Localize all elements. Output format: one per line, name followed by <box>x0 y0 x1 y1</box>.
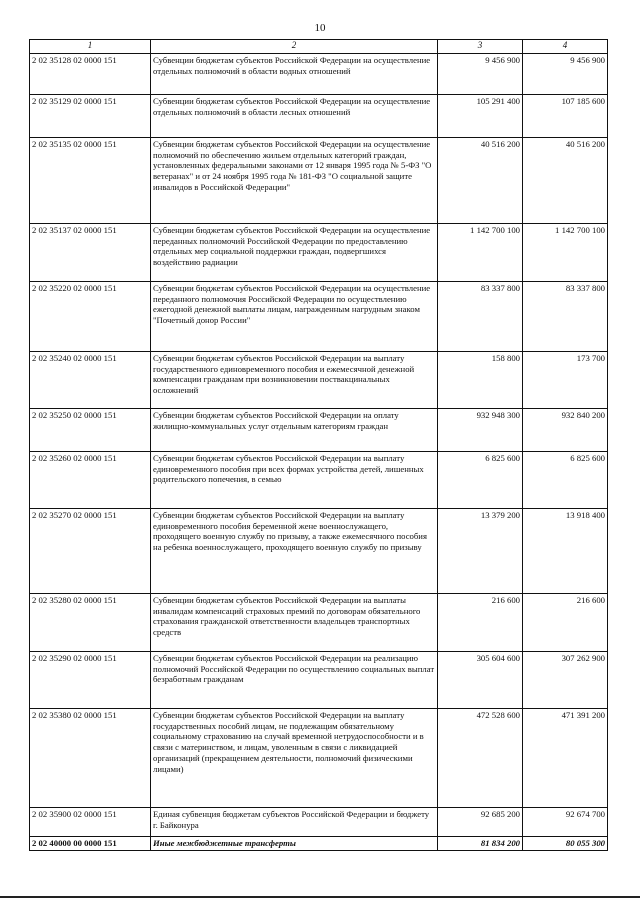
column-header-2: 2 <box>151 40 438 54</box>
budget-code: 2 02 35135 02 0000 151 <box>30 138 151 224</box>
description: Субвенции бюджетам субъектов Российской Федерации на осуществление отдельных полномочий в области лесных отношений <box>151 95 438 138</box>
budget-code: 2 02 35129 02 0000 151 <box>30 95 151 138</box>
amount-col3: 216 600 <box>438 594 523 652</box>
description: Единая субвенция бюджетам субъектов Российской Федерации и бюджету г. Байконура <box>151 808 438 837</box>
table-row <box>30 409 608 452</box>
budget-code: 2 02 35240 02 0000 151 <box>30 352 151 409</box>
total-row <box>30 837 608 851</box>
amount-col4: 1 142 700 100 <box>523 224 608 282</box>
description: Субвенции бюджетам субъектов Российской Федерации на осуществление переданного полномочия Российской Федерации по осуществлению ежегодной денежной выплаты лицам, награжденным нагрудным знаком "Почетный донор России" <box>151 282 438 352</box>
amount-col4: 92 674 700 <box>523 808 608 837</box>
amount-col4: 40 516 200 <box>523 138 608 224</box>
amount-col3: 83 337 800 <box>438 282 523 352</box>
amount-col3: 158 800 <box>438 352 523 409</box>
budget-code: 2 02 40000 00 0000 151 <box>30 837 151 851</box>
budget-code: 2 02 35250 02 0000 151 <box>30 409 151 452</box>
table-row <box>30 95 608 138</box>
description: Субвенции бюджетам субъектов Российской Федерации на оплату жилищно-коммунальных услуг отдельным категориям граждан <box>151 409 438 452</box>
amount-col4: 216 600 <box>523 594 608 652</box>
description: Субвенции бюджетам субъектов Российской Федерации на реализацию полномочий Российской Федерации по осуществлению социальных выплат безработным гражданам <box>151 652 438 709</box>
amount-col3: 105 291 400 <box>438 95 523 138</box>
column-header-4: 4 <box>523 40 608 54</box>
table-row <box>30 138 608 224</box>
amount-col3: 1 142 700 100 <box>438 224 523 282</box>
amount-col4: 307 262 900 <box>523 652 608 709</box>
amount-col4: 9 456 900 <box>523 54 608 95</box>
amount-col3: 9 456 900 <box>438 54 523 95</box>
page-bottom-rule <box>0 896 640 898</box>
table-row <box>30 352 608 409</box>
table-row <box>30 808 608 837</box>
amount-col4: 83 337 800 <box>523 282 608 352</box>
column-header-1: 1 <box>30 40 151 54</box>
description: Субвенции бюджетам субъектов Российской Федерации на осуществление полномочий по обеспечению жильем отдельных категорий граждан, установленных федеральными законами от 12 января 1995 года № 5-ФЗ "О ветеранах" и от 24 ноября 1995 года № 181-ФЗ "О социальной защите инвалидов в Российской Федерации" <box>151 138 438 224</box>
budget-table <box>29 39 608 851</box>
description: Субвенции бюджетам субъектов Российской Федерации на выплату единовременного пособия при всех формах устройства детей, лишенных родительского попечения, в семью <box>151 452 438 509</box>
budget-code: 2 02 35900 02 0000 151 <box>30 808 151 837</box>
page-number: 10 <box>314 22 326 34</box>
description: Субвенции бюджетам субъектов Российской Федерации на выплату единовременного пособия беременной жене военнослужащего, проходящего военную службу по призыву, а также ежемесячного пособия на ребенка военнослужащего, проходящего военную службу по призыву <box>151 509 438 594</box>
table-row <box>30 224 608 282</box>
budget-code: 2 02 35280 02 0000 151 <box>30 594 151 652</box>
table-row <box>30 594 608 652</box>
amount-col4: 932 840 200 <box>523 409 608 452</box>
amount-col3: 472 528 600 <box>438 709 523 808</box>
amount-col3: 13 379 200 <box>438 509 523 594</box>
table-row <box>30 509 608 594</box>
description: Субвенции бюджетам субъектов Российской Федерации на осуществление отдельных полномочий в области водных отношений <box>151 54 438 95</box>
budget-code: 2 02 35290 02 0000 151 <box>30 652 151 709</box>
description: Субвенции бюджетам субъектов Российской Федерации на выплату государственного единовременного пособия и ежемесячной денежной компенсации гражданам при возникновении поствакцинальных осложнений <box>151 352 438 409</box>
table-row <box>30 54 608 95</box>
budget-code: 2 02 35220 02 0000 151 <box>30 282 151 352</box>
amount-col4: 13 918 400 <box>523 509 608 594</box>
budget-code: 2 02 35260 02 0000 151 <box>30 452 151 509</box>
amount-col3: 6 825 600 <box>438 452 523 509</box>
amount-col3: 40 516 200 <box>438 138 523 224</box>
amount-col3: 92 685 200 <box>438 808 523 837</box>
amount-col4: 6 825 600 <box>523 452 608 509</box>
table-row <box>30 652 608 709</box>
budget-code: 2 02 35128 02 0000 151 <box>30 54 151 95</box>
amount-col4: 80 055 300 <box>523 837 608 851</box>
amount-col3: 932 948 300 <box>438 409 523 452</box>
budget-code: 2 02 35380 02 0000 151 <box>30 709 151 808</box>
description: Субвенции бюджетам субъектов Российской Федерации на осуществление переданных полномочий Российской Федерации по предоставлению отдельных мер социальной поддержки граждан, подвергшихся воздействию радиации <box>151 224 438 282</box>
description: Иные межбюджетные трансферты <box>151 837 438 851</box>
budget-code: 2 02 35270 02 0000 151 <box>30 509 151 594</box>
amount-col4: 107 185 600 <box>523 95 608 138</box>
amount-col4: 173 700 <box>523 352 608 409</box>
header-row <box>30 40 608 54</box>
amount-col3: 305 604 600 <box>438 652 523 709</box>
description: Субвенции бюджетам субъектов Российской Федерации на выплаты инвалидам компенсаций страховых премий по договорам обязательного страхования гражданской ответственности владельцев транспортных средств <box>151 594 438 652</box>
column-header-3: 3 <box>438 40 523 54</box>
budget-code: 2 02 35137 02 0000 151 <box>30 224 151 282</box>
table-row <box>30 452 608 509</box>
description: Субвенции бюджетам субъектов Российской Федерации на выплату государственных пособий лицам, не подлежащим обязательному социальному страхованию на случай временной нетрудоспособности и в связи с материнством, и лицам, уволенным в связи с ликвидацией организаций (прекращением деятельности, полномочий физическими лицами) <box>151 709 438 808</box>
amount-col3: 81 834 200 <box>438 837 523 851</box>
table-row <box>30 709 608 808</box>
amount-col4: 471 391 200 <box>523 709 608 808</box>
table-row <box>30 282 608 352</box>
